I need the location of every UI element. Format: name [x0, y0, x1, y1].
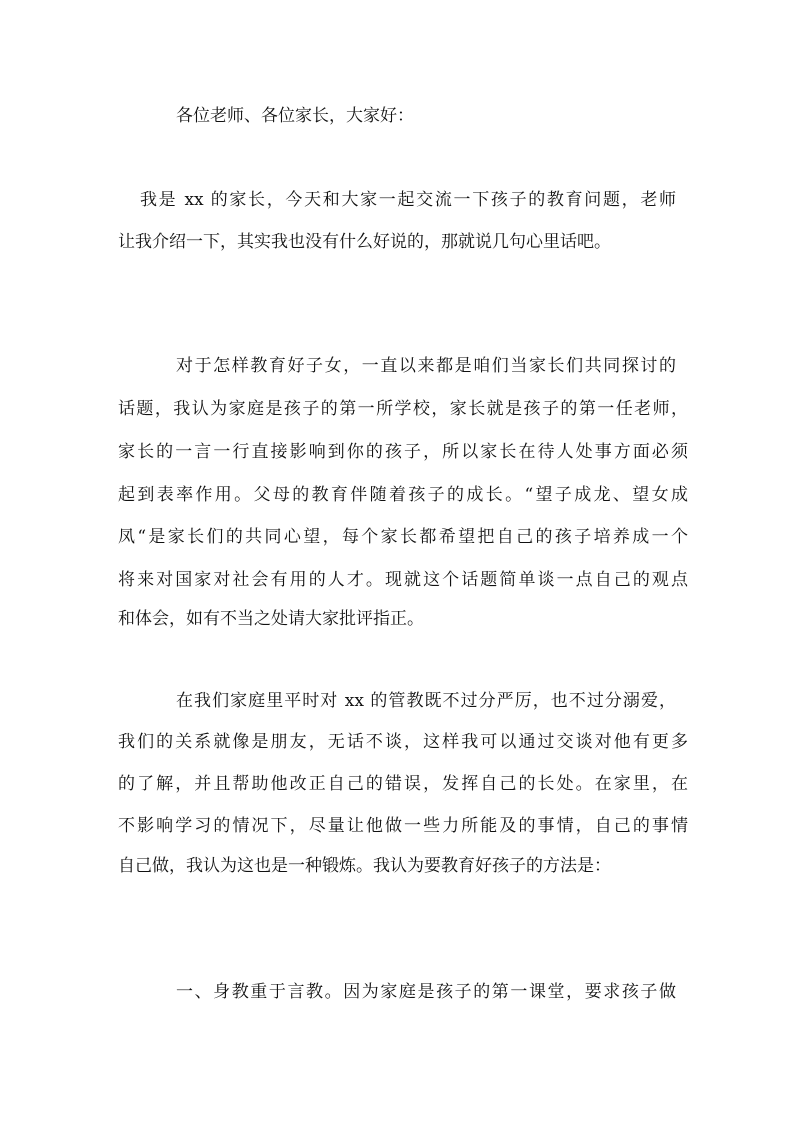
paragraph-2-line-2: 话题，我认为家庭是孩子的第一所学校，家长就是孩子的第一任老师， — [118, 399, 688, 419]
paragraph-3-line-1: 在我们家庭里平时对 xx 的管教既不过分严厉，也不过分溺爱， — [176, 691, 676, 711]
paragraph-2-line-4: 起到表率作用。父母的教育伴随着孩子的成长。“望子成龙、望女成 — [118, 485, 688, 505]
paragraph-1-line-2: 让我介绍一下，其实我也没有什么好说的，那就说几句心里话吧。 — [118, 232, 611, 252]
paragraph-2-line-1: 对于怎样教育好子女，一直以来都是咱们当家长们共同探讨的 — [176, 356, 676, 376]
greeting: 各位老师、各位家长，大家好： — [176, 106, 414, 126]
paragraph-2-line-5: 凤“是家长们的共同心望，每个家长都希望把自己的孩子培养成一个 — [118, 527, 688, 547]
paragraph-4-line-1: 一、身教重于言教。因为家庭是孩子的第一课堂，要求孩子做 — [176, 982, 676, 1002]
paragraph-3-line-3: 的了解，并且帮助他改正自己的错误，发挥自己的长处。在家里，在 — [118, 774, 688, 794]
paragraph-3-line-4: 不影响学习的情况下，尽量让他做一些力所能及的事情，自己的事情 — [118, 816, 688, 836]
paragraph-3-line-5: 自己做，我认为这也是一种锻炼。我认为要教育好孩子的方法是： — [118, 856, 611, 876]
paragraph-1-line-1: 我是 xx 的家长，今天和大家一起交流一下孩子的教育问题，老师 — [140, 190, 676, 210]
paragraph-2-line-3: 家长的一言一行直接影响到你的孩子，所以家长在待人处事方面必须 — [118, 442, 688, 462]
paragraph-3-line-2: 我们的关系就像是朋友，无话不谈，这样我可以通过交谈对他有更多 — [118, 732, 688, 752]
paragraph-2-line-7: 和体会，如有不当之处请大家批评指正。 — [118, 609, 424, 629]
paragraph-2-line-6: 将来对国家对社会有用的人才。现就这个话题简单谈一点自己的观点 — [118, 570, 688, 590]
